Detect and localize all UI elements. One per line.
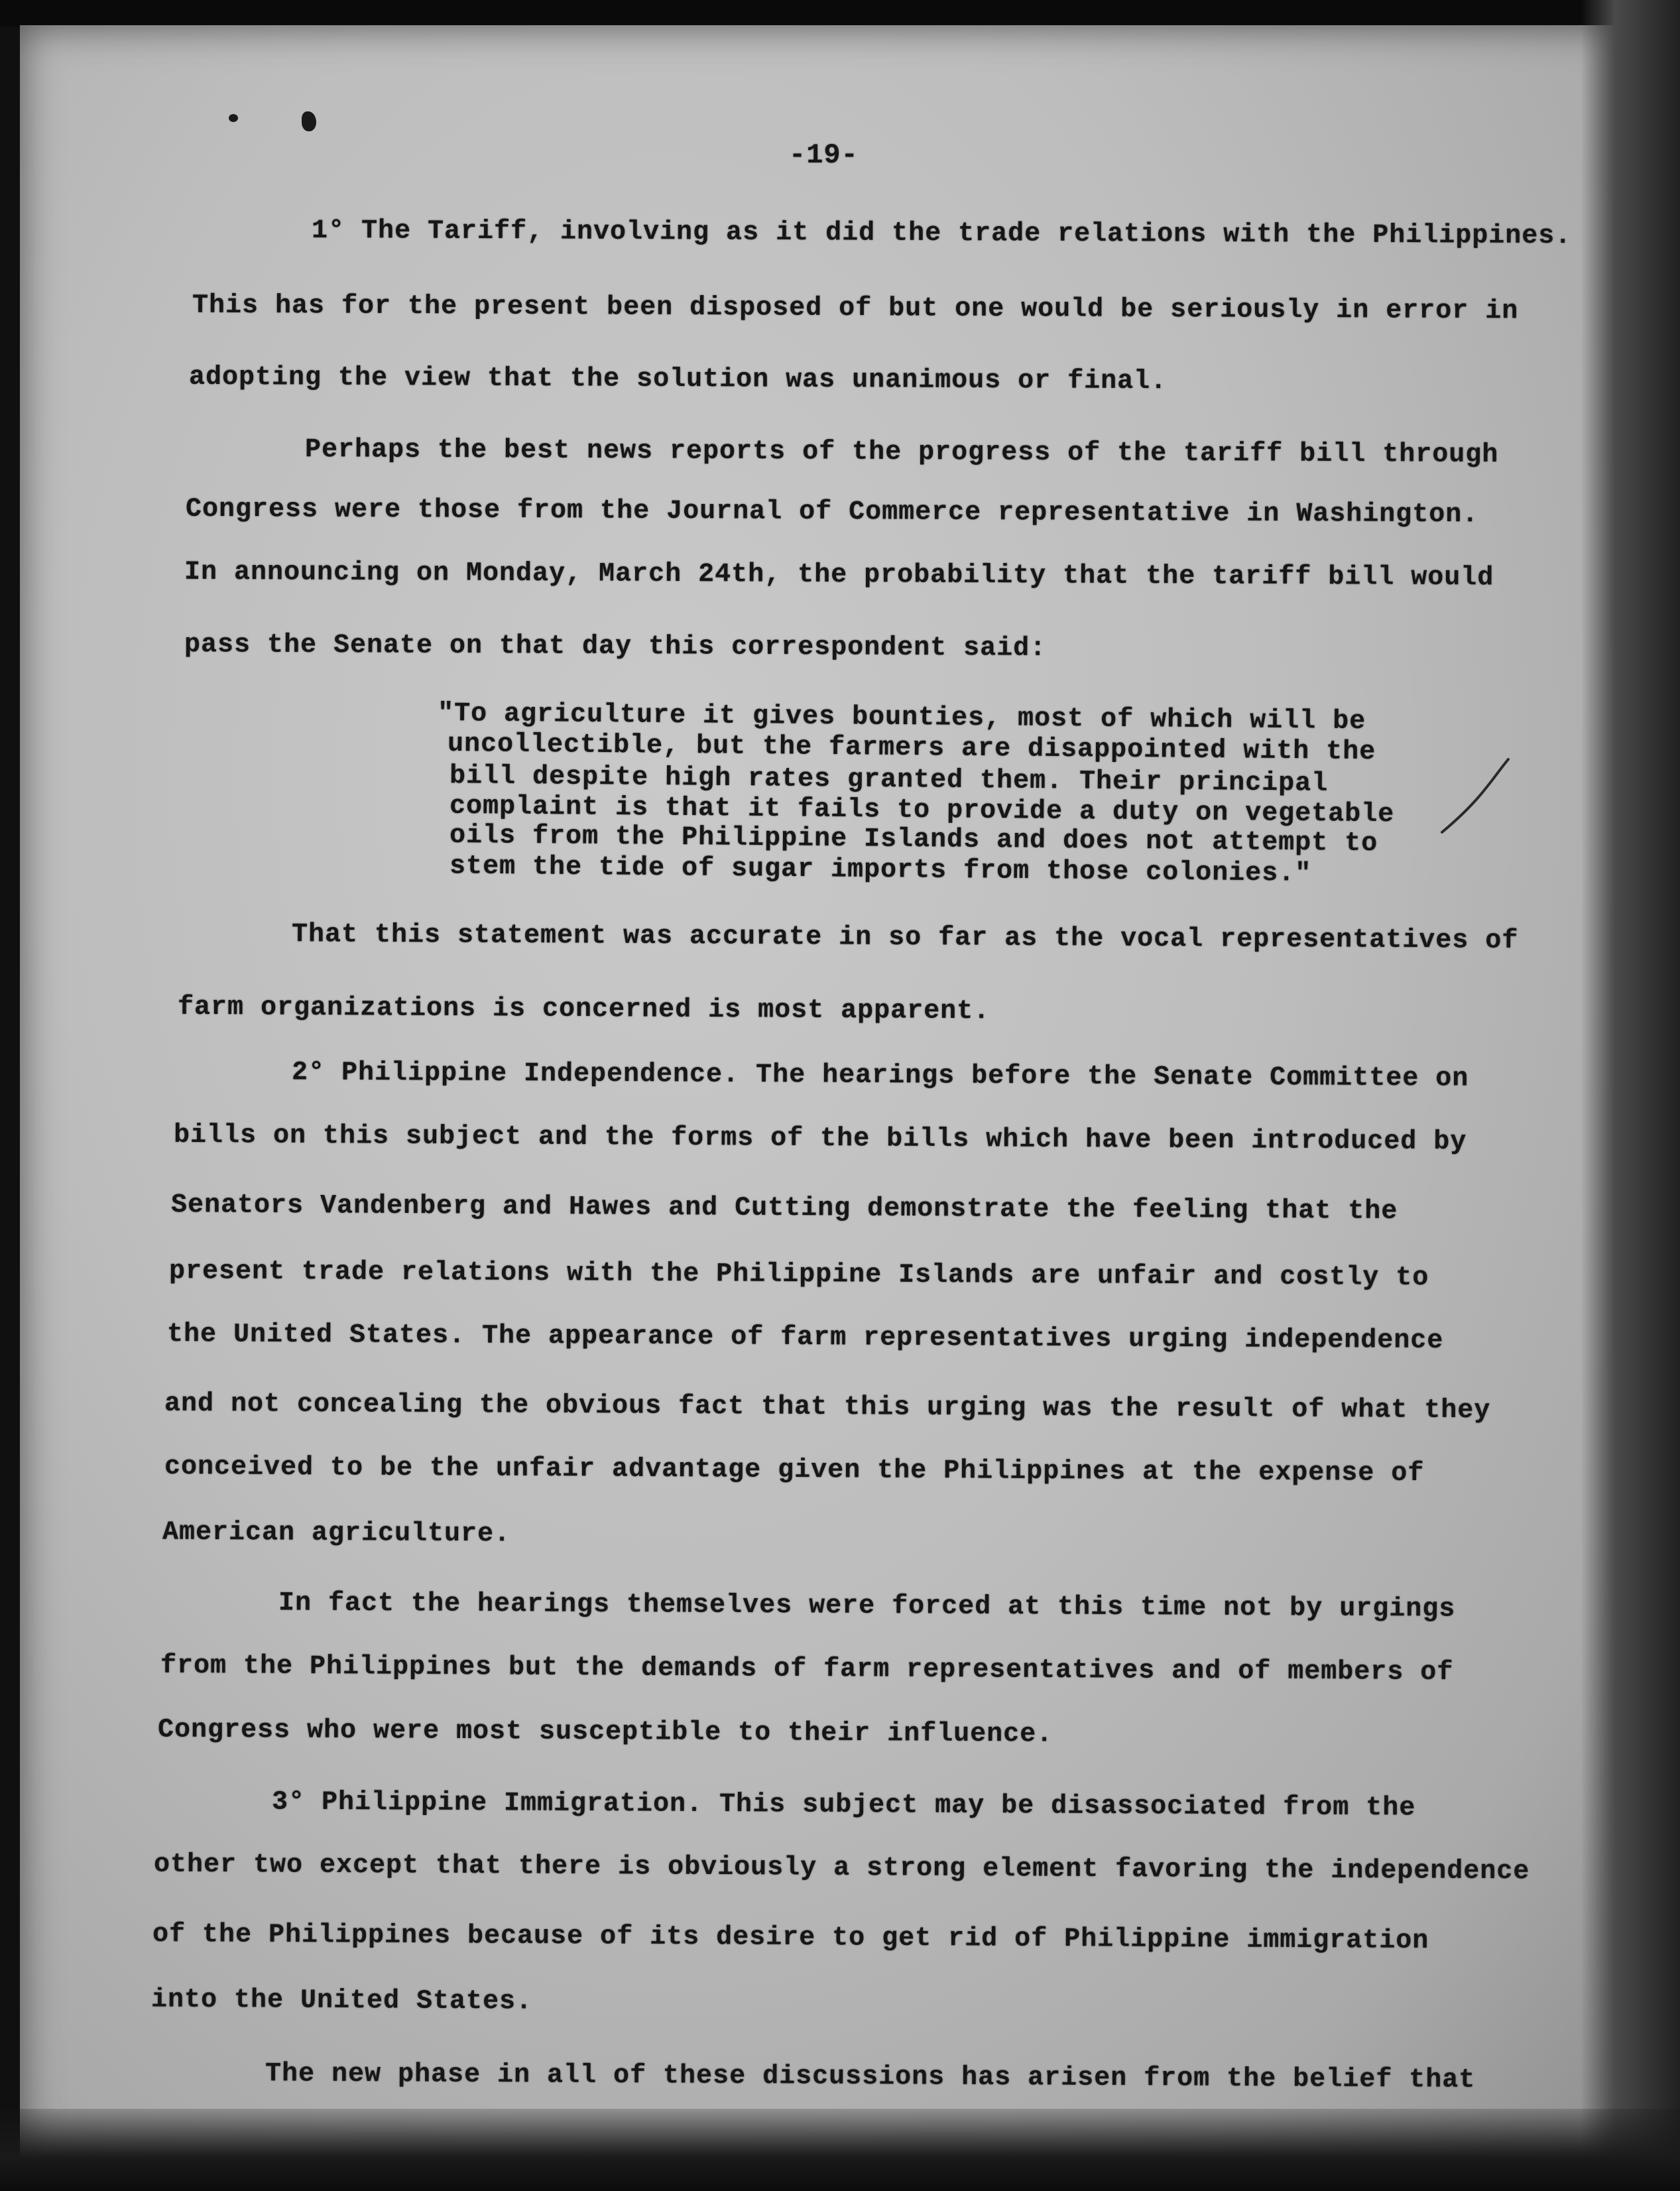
body-line: conceived to be the unfair advantage given the Philippines at the expense of: [164, 1452, 1425, 1489]
paper-speck: [302, 111, 316, 131]
body-line: adopting the view that the solution was unanimous or final.: [188, 362, 1168, 397]
body-line: 1° The Tariff, involving as it did the trade relations with the Philippines.: [311, 216, 1572, 252]
body-line: pass the Senate on that day this correspondent said:: [184, 630, 1047, 664]
quote-line: uncollectible, but the farmers are disappointed with the: [447, 729, 1376, 768]
paper-speck: [229, 114, 238, 122]
body-line: 3° Philippine Immigration. This subject may be disassociated from the: [271, 1787, 1416, 1824]
body-line: This has for the present been disposed of but one would be seriously in error in: [192, 290, 1519, 327]
body-line: of the Philippines because of its desire to get rid of Philippine immigration: [152, 1919, 1429, 1957]
body-line: Congress were those from the Journal of Commerce representative in Washington.: [185, 494, 1479, 531]
paper-sheet: [20, 25, 1631, 2167]
body-line: Congress who were most susceptible to their influence.: [157, 1715, 1053, 1750]
body-line: farm organizations is concerned is most apparent.: [177, 992, 990, 1027]
body-line: Perhaps the best news reports of the progress of the tariff bill through: [304, 435, 1499, 470]
body-line: into the United States.: [150, 1985, 533, 2017]
page-number: -19-: [789, 139, 859, 171]
body-line: present trade relations with the Philippine Islands are unfair and costly to: [168, 1257, 1429, 1293]
quote-line: complaint is that it fails to provide a duty on vegetable: [449, 791, 1395, 830]
quote-line: "To agriculture it gives bounties, most of which will be: [437, 698, 1366, 737]
scan-right-shadow: [1581, 0, 1680, 2191]
body-line: In fact the hearings themselves were forced at this time not by urgings: [278, 1588, 1456, 1625]
body-line: The new phase in all of these discussions has arisen from the belief that: [265, 2059, 1476, 2096]
body-line: from the Philippines but the demands of farm representatives and of members of: [160, 1651, 1454, 1688]
quote-line: oils from the Philippine Islands and does not attempt to: [449, 820, 1378, 859]
pencil-mark: [1429, 753, 1515, 839]
body-line: the United States. The appearance of farm representatives urging independence: [166, 1319, 1444, 1357]
scan-bottom-border: [0, 2109, 1680, 2191]
body-line: American agriculture.: [162, 1517, 511, 1550]
body-line: Senators Vandenberg and Hawes and Cutting demonstrate the feeling that the: [170, 1190, 1398, 1227]
quote-line: bill despite high rates granted them. Their principal: [449, 761, 1329, 799]
body-line: 2° Philippine Independence. The hearings before the Senate Committee on: [291, 1058, 1469, 1094]
body-line: other two except that there is obviously a strong element favoring the independence: [153, 1849, 1530, 1887]
quote-line: stem the tide of sugar imports from those colonies.": [449, 851, 1312, 889]
body-line: and not concealing the obvious fact that this urging was the result of what they: [164, 1389, 1491, 1426]
body-line: That this statement was accurate in so far as the vocal representatives of: [291, 920, 1519, 956]
body-line: In announcing on Monday, March 24th, the probability that the tariff bill would: [184, 557, 1494, 594]
body-line: bills on this subject and the forms of the bills which have been introduced by: [173, 1120, 1467, 1158]
scan-top-border: [0, 0, 1680, 27]
